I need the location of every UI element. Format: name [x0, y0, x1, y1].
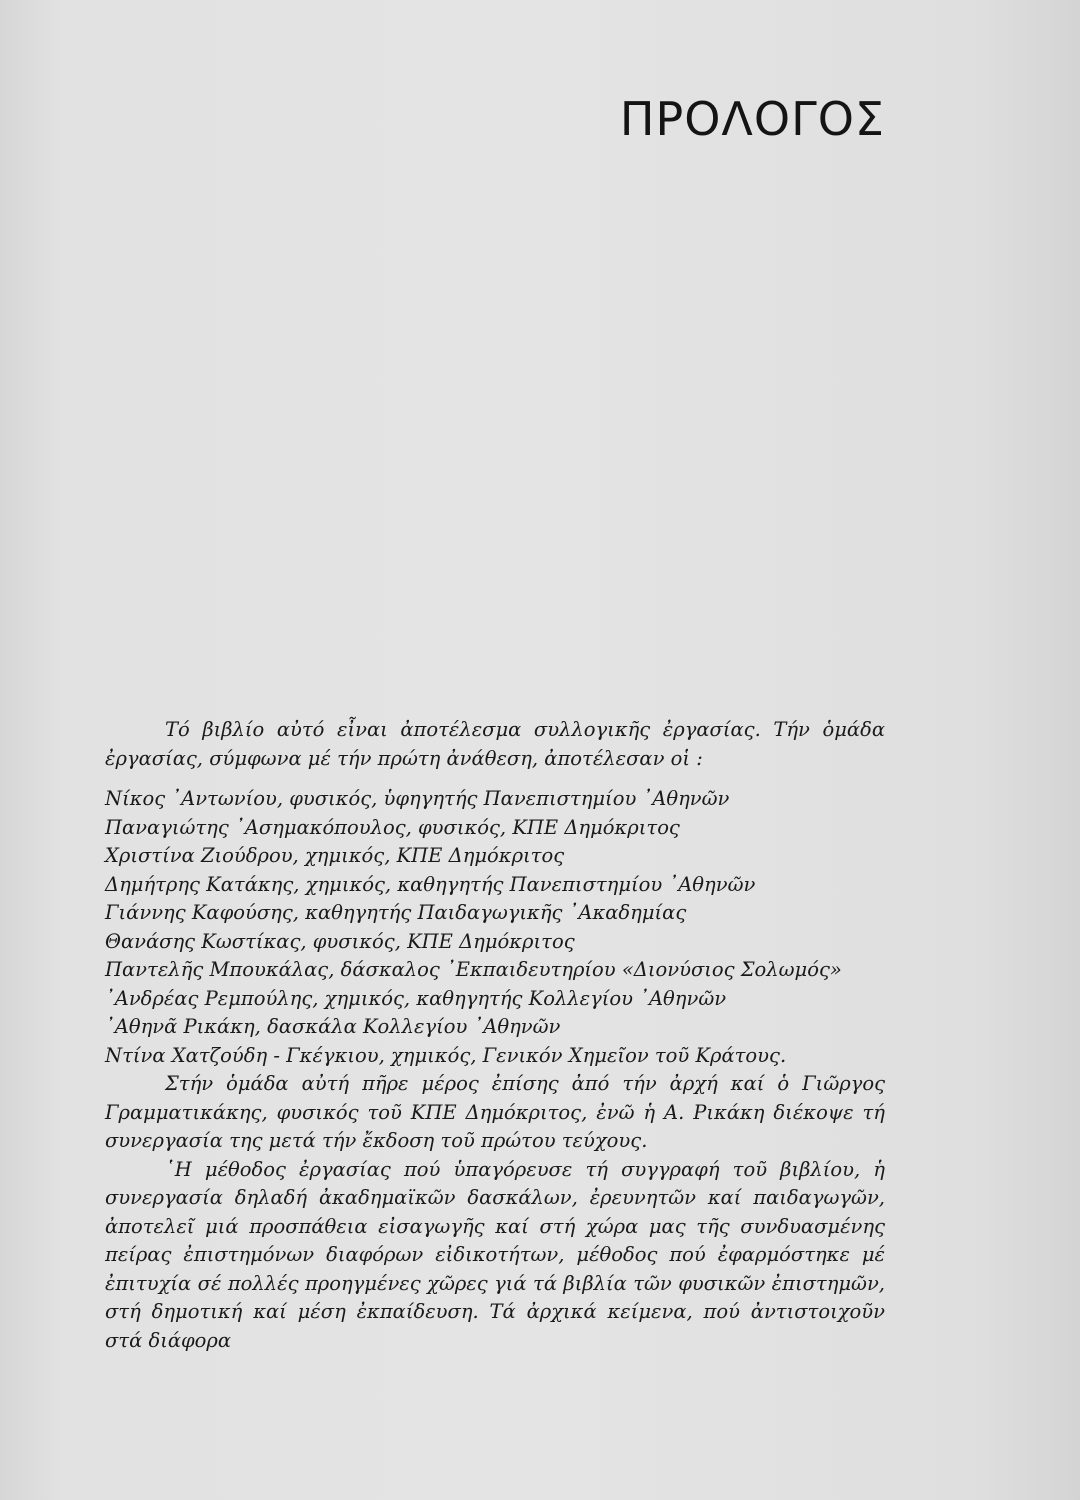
list-item: ᾿Ανδρέας Ρεμπούλης, χημικός, καθηγητής Κολλεγίου ᾿Αθηνῶν [105, 986, 727, 1010]
list-item: Δημήτρης Κατάκης, χημικός, καθηγητής Πανεπιστημίου ᾿Αθηνῶν [105, 872, 756, 896]
list-item: Νίκος ᾿Αντωνίου, φυσικός, ὑφηγητής Πανεπιστημίου ᾿Αθηνῶν [105, 787, 730, 810]
list-item: Θανάσης Κωστίκας, φυσικός, ΚΠΕ Δημόκριτος [105, 929, 575, 953]
list-item: Ντίνα Χατζούδη - Γκέγκιου, χημικός, Γενικόν Χημεῖον τοῦ Κράτους. [105, 1043, 787, 1067]
intro-paragraph: Τό βιβλίο αὐτό εἶναι ἀποτέλεσμα συλλογικῆς ἐργασίας. Τήν ὁμάδα ἐργασίας, σύμφωνα μέ τήν πρώτη ἀνάθεση, ἀποτέλεσαν οἱ : [105, 718, 885, 770]
list-item: Παντελῆς Μπουκάλας, δάσκαλος ᾿Εκπαιδευτηρίου «Διονύσιος Σολωμός» [105, 958, 842, 981]
list-item: ᾿Αθηνᾶ Ρικάκη, δασκάλα Κολλεγίου ᾿Αθηνῶν [105, 1015, 561, 1038]
member-list [105, 785, 885, 1070]
body-text [105, 716, 885, 1355]
paragraph: ῾Η μέθοδος ἐργασίας πού ὑπαγόρευσε τή συγγραφή τοῦ βιβλίου, ἡ συνεργασία δηλαδή ἀκαδημαϊκῶν δασκάλων, ἐρευνητῶν καί παιδαγωγῶν, ἀποτελεῖ μιά προσπάθεια εἰσαγωγῆς καί στή χώρα μας τῆς συνδυασμένης πείρας ἐπιστημόνων διαφόρων εἰδικοτήτων, μέθοδος πού ἐφαρμόστηκε μέ ἐπιτυχία σέ πολλές προηγμένες χῶρες γιά τά βιβλία τῶν φυσικῶν ἐπιστημῶν, στή δημοτική καί μέση ἐκπαίδευση. Τά ἀρχικά κείμενα, πού ἀντιστοιχοῦν στά διάφορα [105, 1157, 885, 1352]
list-item: Παναγιώτης ᾿Ασημακόπουλος, φυσικός, ΚΠΕ Δημόκριτος [105, 815, 680, 839]
page-title: ΠΡΟΛΟΓΟΣ [619, 92, 885, 146]
list-item: Χριστίνα Ζιούδρου, χημικός, ΚΠΕ Δημόκριτος [105, 844, 565, 867]
paragraph: Στήν ὁμάδα αὐτή πῆρε μέρος ἐπίσης ἀπό τήν ἀρχή καί ὁ Γιῶργος Γραμματικάκης, φυσικός τοῦ ΚΠΕ Δημόκριτος, ἐνῶ ἡ Α. Ρικάκη διέκοψε τή συνεργασία της μετά τήν ἔκδοση τοῦ πρώτου τεύχους. [105, 1072, 885, 1152]
list-item: Γιάννης Καφούσης, καθηγητής Παιδαγωγικῆς ᾿Ακαδημίας [105, 901, 687, 924]
